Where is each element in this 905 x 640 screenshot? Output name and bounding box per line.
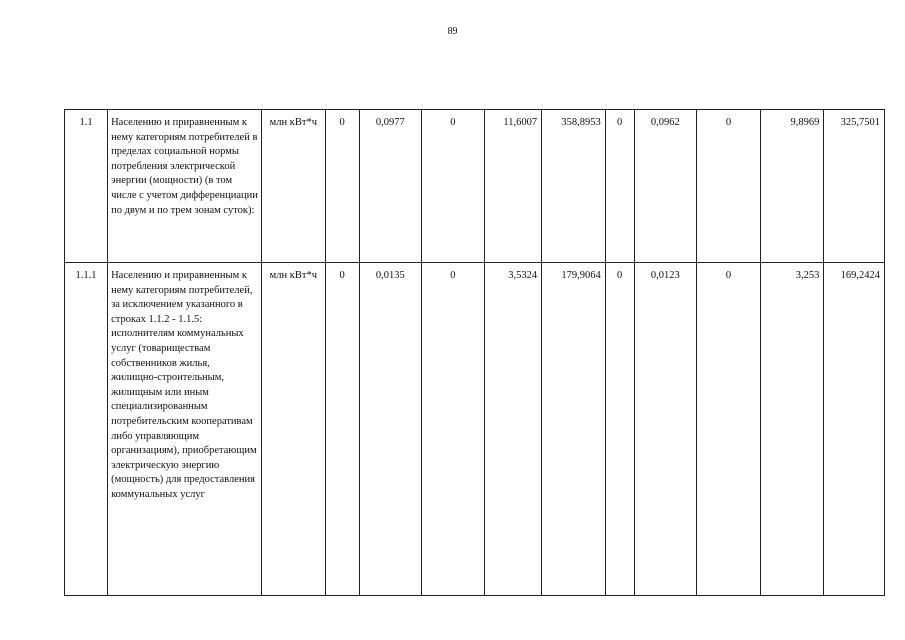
value-cell: 0: [422, 263, 485, 596]
value-cell: 3,253: [760, 263, 824, 596]
value-cell: 0,0977: [359, 110, 422, 263]
value-cell: 169,2424: [824, 263, 885, 596]
value-cell: 0,0123: [634, 263, 697, 596]
value-cell: 0: [325, 110, 359, 263]
value-cell: 325,7501: [824, 110, 885, 263]
value-cell: 0,0135: [359, 263, 422, 596]
row-unit: млн кВт*ч: [262, 110, 326, 263]
tariff-table: [64, 109, 885, 596]
value-cell: 0: [325, 263, 359, 596]
row-number: 1.1: [65, 110, 108, 263]
value-cell: 179,9064: [542, 263, 606, 596]
value-cell: 11,6007: [484, 110, 541, 263]
value-cell: 0: [697, 263, 761, 596]
row-unit: млн кВт*ч: [262, 263, 326, 596]
page-number: 89: [447, 26, 458, 37]
row-description: Населению и приравненным к нему категориям потребителей в пределах социальной нормы потребления электрической энергии (мощности) (в том числе с учетом дифференциации по двум и по трем зонам суток):: [108, 110, 262, 263]
value-cell: 0: [422, 110, 485, 263]
value-cell: 3,5324: [484, 263, 541, 596]
value-cell: 9,8969: [760, 110, 824, 263]
row-number: 1.1.1: [65, 263, 108, 596]
row-description: Населению и приравненным к нему категориям потребителей, за исключением указанного в строках 1.1.2 - 1.1.5: исполнителям коммунальных услуг (товариществам собственников жилья, жилищно-строительным, жилищным или иным специализированным потребительским кооперативам либо управляющим организациям), приобретающим электрическую энергию (мощность) для предоставления коммунальных услуг: [108, 263, 262, 596]
value-cell: 0: [605, 263, 634, 596]
value-cell: 0: [697, 110, 761, 263]
value-cell: 0: [605, 110, 634, 263]
value-cell: 358,8953: [542, 110, 606, 263]
table-row: [65, 263, 885, 596]
value-cell: 0,0962: [634, 110, 697, 263]
table-row: [65, 110, 885, 263]
